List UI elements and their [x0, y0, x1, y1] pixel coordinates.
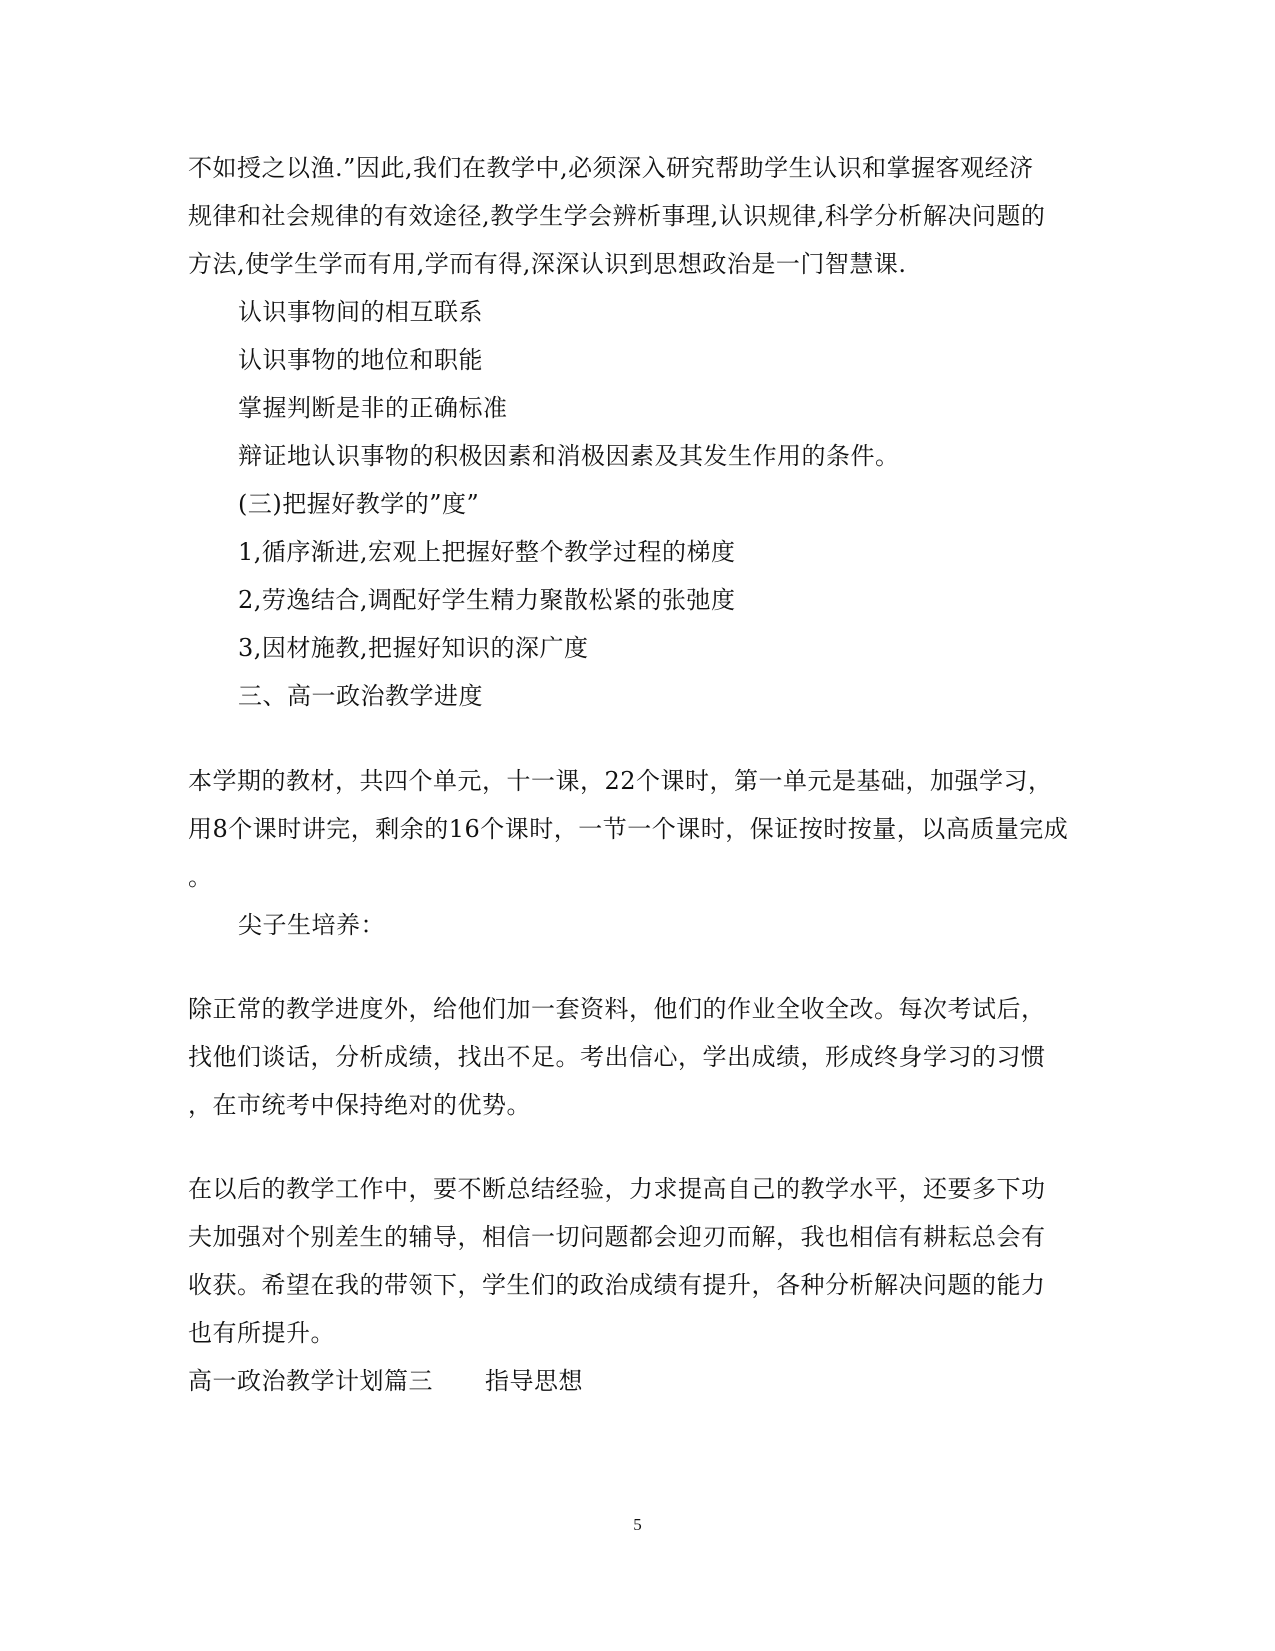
paragraph-line: 用8个课时讲完，剩余的16个课时，一节一个课时，保证按时按量，以高质量完成	[188, 815, 1069, 843]
top-student-heading: 尖子生培养：	[238, 911, 385, 939]
section-subtitle: 指导思想	[485, 1367, 583, 1395]
paragraph-line: 规律和社会规律的有效途径,教学生学会辨析事理,认识规律,科学分析解决问题的	[188, 202, 1046, 230]
paragraph-line: 找他们谈话，分析成绩，找出不足。考出信心，学出成绩，形成终身学习的习惯	[188, 1043, 1046, 1071]
list-item: 辩证地认识事物的积极因素和消极因素及其发生作用的条件。	[238, 442, 900, 470]
list-item: 3,因材施教,把握好知识的深广度	[238, 634, 589, 662]
paragraph-line: 本学期的教材，共四个单元，十一课，22个课时，第一单元是基础，加强学习，	[188, 767, 1053, 795]
list-item: (三)把握好教学的”度”	[238, 490, 480, 518]
list-item: 认识事物间的相互联系	[238, 298, 483, 326]
paragraph-line: 除正常的教学进度外，给他们加一套资料，他们的作业全收全改。每次考试后，	[188, 995, 1046, 1023]
section-subheading: 三、高一政治教学进度	[238, 682, 483, 710]
paragraph-line: 在以后的教学工作中，要不断总结经验，力求提高自己的教学水平，还要多下功	[188, 1175, 1046, 1203]
section-title: 高一政治教学计划篇三	[188, 1367, 433, 1395]
paragraph-line: 方法,使学生学而有用,学而有得,深深认识到思想政治是一门智慧课.	[188, 250, 907, 278]
list-item: 掌握判断是非的正确标准	[238, 394, 508, 422]
paragraph-line: 也有所提升。	[188, 1319, 335, 1347]
section-heading	[188, 1366, 583, 1396]
paragraph-line: 。	[188, 863, 213, 891]
paragraph-line: 收获。希望在我的带领下，学生们的政治成绩有提升，各种分析解决问题的能力	[188, 1271, 1046, 1299]
page-number: 5	[633, 1515, 642, 1534]
paragraph-line: ，在市统考中保持绝对的优势。	[188, 1091, 531, 1119]
list-item: 2,劳逸结合,调配好学生精力聚散松紧的张弛度	[238, 586, 736, 614]
list-item: 1,循序渐进,宏观上把握好整个教学过程的梯度	[238, 538, 736, 566]
paragraph-line: 不如授之以渔.”因此,我们在教学中,必须深入研究帮助学生认识和掌握客观经济	[188, 154, 1034, 182]
paragraph-line: 夫加强对个别差生的辅导，相信一切问题都会迎刃而解，我也相信有耕耘总会有	[188, 1223, 1046, 1251]
list-item: 认识事物的地位和职能	[238, 346, 483, 374]
